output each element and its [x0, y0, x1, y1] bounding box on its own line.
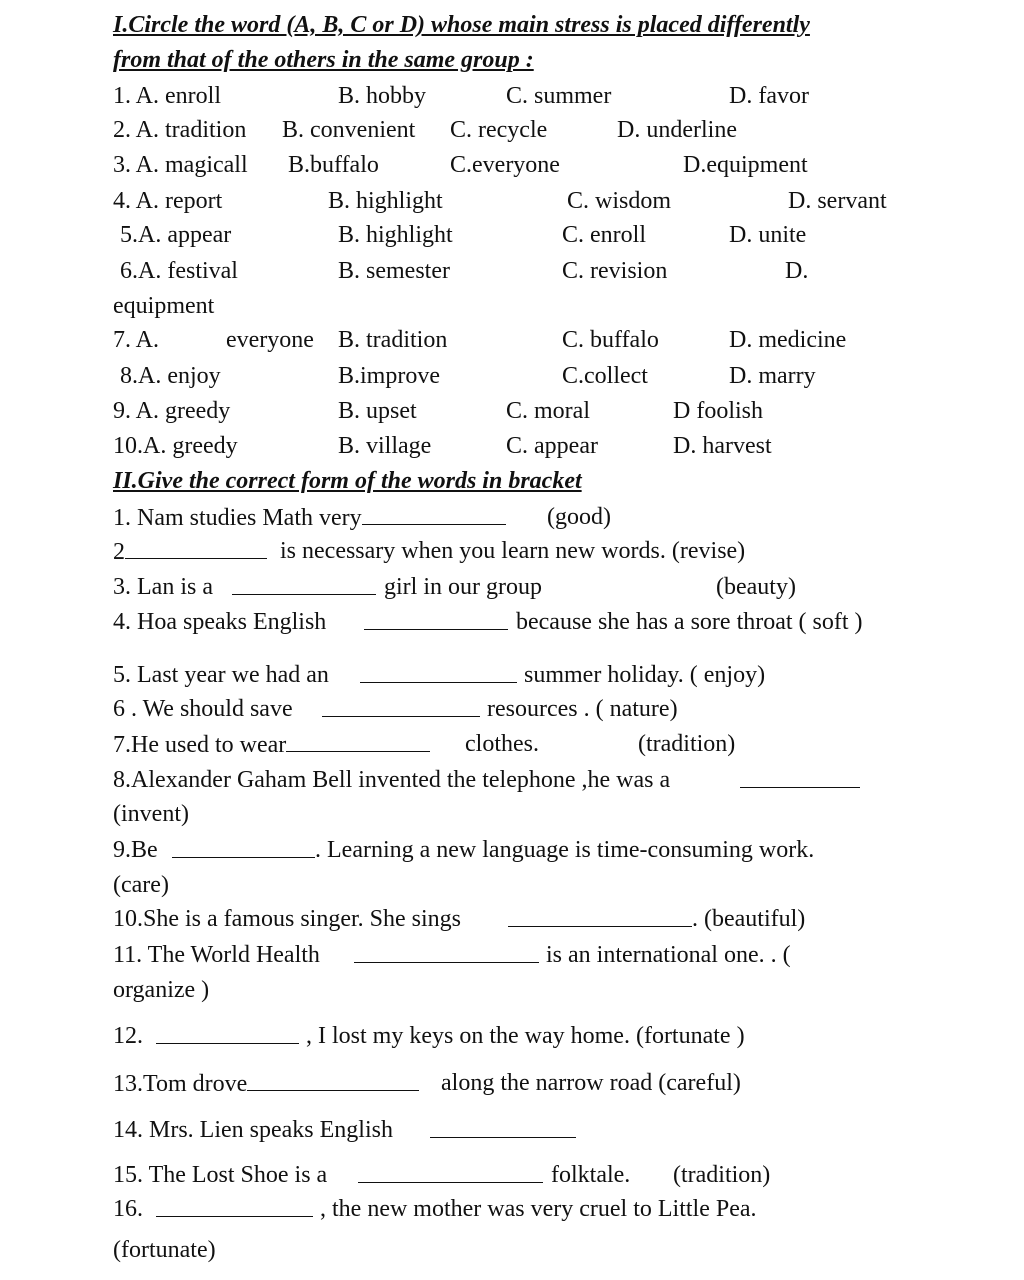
q1-option-a: 1. A. enroll — [113, 83, 221, 109]
q5-option-c: C. enroll — [562, 222, 646, 248]
q4-option-a: 4. A. report — [113, 188, 223, 214]
sentence-11-text-after: is an international one. . ( — [546, 942, 791, 968]
sentence-13-text: 13.Tom drove — [113, 1071, 248, 1097]
answer-blank-9[interactable] — [172, 835, 315, 858]
sentence-7-text-after: clothes. — [465, 731, 539, 757]
part1-heading-line1: I.Circle the word (A, B, C or D) whose main stress is placed differently — [113, 12, 810, 38]
q10-option-c: C. appear — [506, 433, 598, 459]
sentence-5-text: 5. Last year we had an — [113, 662, 329, 688]
sentence-1 — [113, 502, 506, 533]
q9-option-b: B. upset — [338, 398, 417, 424]
sentence-8-text: 8.Alexander Gaham Bell invented the telephone ,he was a — [113, 767, 671, 793]
answer-blank-6-wrap — [322, 694, 480, 725]
sentence-1-hint: (good) — [547, 504, 611, 530]
sentence-3-text: 3. Lan is a — [113, 574, 213, 600]
answer-blank-12-wrap — [156, 1021, 299, 1052]
q7-option-b: B. tradition — [338, 327, 448, 353]
q9-option-c: C. moral — [506, 398, 590, 424]
part2-heading: II.Give the correct form of the words in bracket — [113, 468, 582, 494]
q5-option-a: 5.A. appear — [120, 222, 232, 248]
sentence-9-text-after: . Learning a new language is time-consuming work. — [315, 837, 815, 863]
q4-option-b: B. highlight — [328, 188, 443, 214]
answer-blank-2[interactable] — [125, 536, 267, 559]
q1-option-b: B. hobby — [338, 83, 427, 109]
sentence-16-hint: (fortunate) — [113, 1237, 216, 1263]
answer-blank-6[interactable] — [322, 694, 480, 717]
q3-option-a: 3. A. magicall — [113, 152, 248, 178]
sentence-3-hint: (beauty) — [716, 574, 796, 600]
part1-heading-line2: from that of the others in the same group : — [113, 47, 534, 73]
q4-option-c: C. wisdom — [567, 188, 672, 214]
sentence-4-text-after: because she has a sore throat ( soft ) — [516, 609, 863, 635]
answer-blank-3-wrap — [232, 572, 376, 603]
answer-blank-15[interactable] — [358, 1160, 543, 1183]
q3-option-b: B.buffalo — [288, 152, 379, 178]
answer-blank-14-wrap — [430, 1115, 576, 1146]
q6-option-c: C. revision — [562, 258, 668, 284]
answer-blank-5-wrap — [360, 660, 517, 691]
answer-blank-16-wrap — [156, 1194, 313, 1225]
sentence-8-hint: (invent) — [113, 801, 189, 827]
sentence-1-text: 1. Nam studies Math very — [113, 505, 362, 531]
answer-blank-10[interactable] — [508, 904, 692, 927]
answer-blank-4-wrap — [364, 607, 508, 638]
q8-option-d: D. marry — [729, 363, 816, 389]
q6-option-b: B. semester — [338, 258, 450, 284]
sentence-9-text: 9.Be — [113, 837, 158, 863]
answer-blank-5[interactable] — [360, 660, 517, 683]
q2-option-c: C. recycle — [450, 117, 548, 143]
sentence-15-text-after: folktale. — [551, 1162, 631, 1188]
sentence-15-hint: (tradition) — [673, 1162, 771, 1188]
answer-blank-3[interactable] — [232, 572, 376, 595]
sentence-6-text-after: resources . ( nature) — [487, 696, 678, 722]
sentence-11-text: 11. The World Health — [113, 942, 320, 968]
answer-blank-10-wrap — [508, 904, 692, 935]
q10-option-b: B. village — [338, 433, 432, 459]
q7-option-a-number: 7. A. — [113, 327, 160, 353]
sentence-2-number: 2 — [113, 539, 125, 565]
q2-option-d: D. underline — [617, 117, 737, 143]
sentence-10-text: 10.She is a famous singer. She sings — [113, 906, 461, 932]
sentence-4-text: 4. Hoa speaks English — [113, 609, 327, 635]
answer-blank-11[interactable] — [354, 940, 539, 963]
q10-option-a: 10.A. greedy — [113, 433, 238, 459]
sentence-15-text: 15. The Lost Shoe is a — [113, 1162, 328, 1188]
answer-blank-8[interactable] — [740, 765, 860, 788]
q7-option-c: C. buffalo — [562, 327, 659, 353]
answer-blank-1[interactable] — [362, 502, 506, 525]
q6-option-d-continued: equipment — [113, 293, 215, 319]
sentence-16-number: 16. — [113, 1196, 143, 1222]
q7-option-d: D. medicine — [729, 327, 847, 353]
q10-option-d: D. harvest — [673, 433, 772, 459]
q5-option-d: D. unite — [729, 222, 807, 248]
sentence-10-text-after: . (beautiful) — [692, 906, 806, 932]
answer-blank-9-wrap — [172, 835, 315, 866]
sentence-7-text: 7.He used to wear — [113, 732, 287, 758]
answer-blank-7[interactable] — [286, 729, 430, 752]
sentence-16-text-after: , the new mother was very cruel to Little Pea. — [320, 1196, 757, 1222]
q7-option-a-word: everyone — [226, 327, 314, 353]
sentence-12-number: 12. — [113, 1023, 143, 1049]
q3-option-d: D.equipment — [683, 152, 808, 178]
sentence-7 — [113, 729, 430, 760]
sentence-3-text-after: girl in our group — [384, 574, 542, 600]
sentence-11-hint: organize ) — [113, 977, 210, 1003]
q8-option-b: B.improve — [338, 363, 440, 389]
q1-option-d: D. favor — [729, 83, 809, 109]
sentence-2 — [113, 536, 267, 567]
sentence-9-hint: (care) — [113, 872, 169, 898]
q1-option-c: C. summer — [506, 83, 612, 109]
answer-blank-8-wrap — [740, 765, 860, 796]
answer-blank-15-wrap — [358, 1160, 543, 1191]
sentence-7-hint: (tradition) — [638, 731, 736, 757]
sentence-13-text-after: along the narrow road (careful) — [441, 1070, 741, 1096]
q8-option-c: C.collect — [562, 363, 648, 389]
q5-option-b: B. highlight — [338, 222, 453, 248]
answer-blank-4[interactable] — [364, 607, 508, 630]
sentence-13 — [113, 1068, 419, 1099]
q9-option-a: 9. A. greedy — [113, 398, 231, 424]
q2-option-b: B. convenient — [282, 117, 416, 143]
q6-option-d: D. — [785, 258, 809, 284]
q2-option-a: 2. A. tradition — [113, 117, 247, 143]
sentence-5-text-after: summer holiday. ( enjoy) — [524, 662, 766, 688]
sentence-14-text: 14. Mrs. Lien speaks English — [113, 1117, 393, 1143]
q4-option-d: D. servant — [788, 188, 887, 214]
answer-blank-13[interactable] — [247, 1068, 419, 1091]
answer-blank-11-wrap — [354, 940, 539, 971]
answer-blank-16[interactable] — [156, 1194, 313, 1217]
q9-option-d: D foolish — [673, 398, 763, 424]
q8-option-a: 8.A. enjoy — [120, 363, 221, 389]
q3-option-c: C.everyone — [450, 152, 560, 178]
sentence-2-text: is necessary when you learn new words. (revise) — [280, 538, 746, 564]
answer-blank-14[interactable] — [430, 1115, 576, 1138]
sentence-12-text-after: , I lost my keys on the way home. (fortunate ) — [306, 1023, 745, 1049]
sentence-6-text: 6 . We should save — [113, 696, 293, 722]
q6-option-a: 6.A. festival — [120, 258, 238, 284]
answer-blank-12[interactable] — [156, 1021, 299, 1044]
